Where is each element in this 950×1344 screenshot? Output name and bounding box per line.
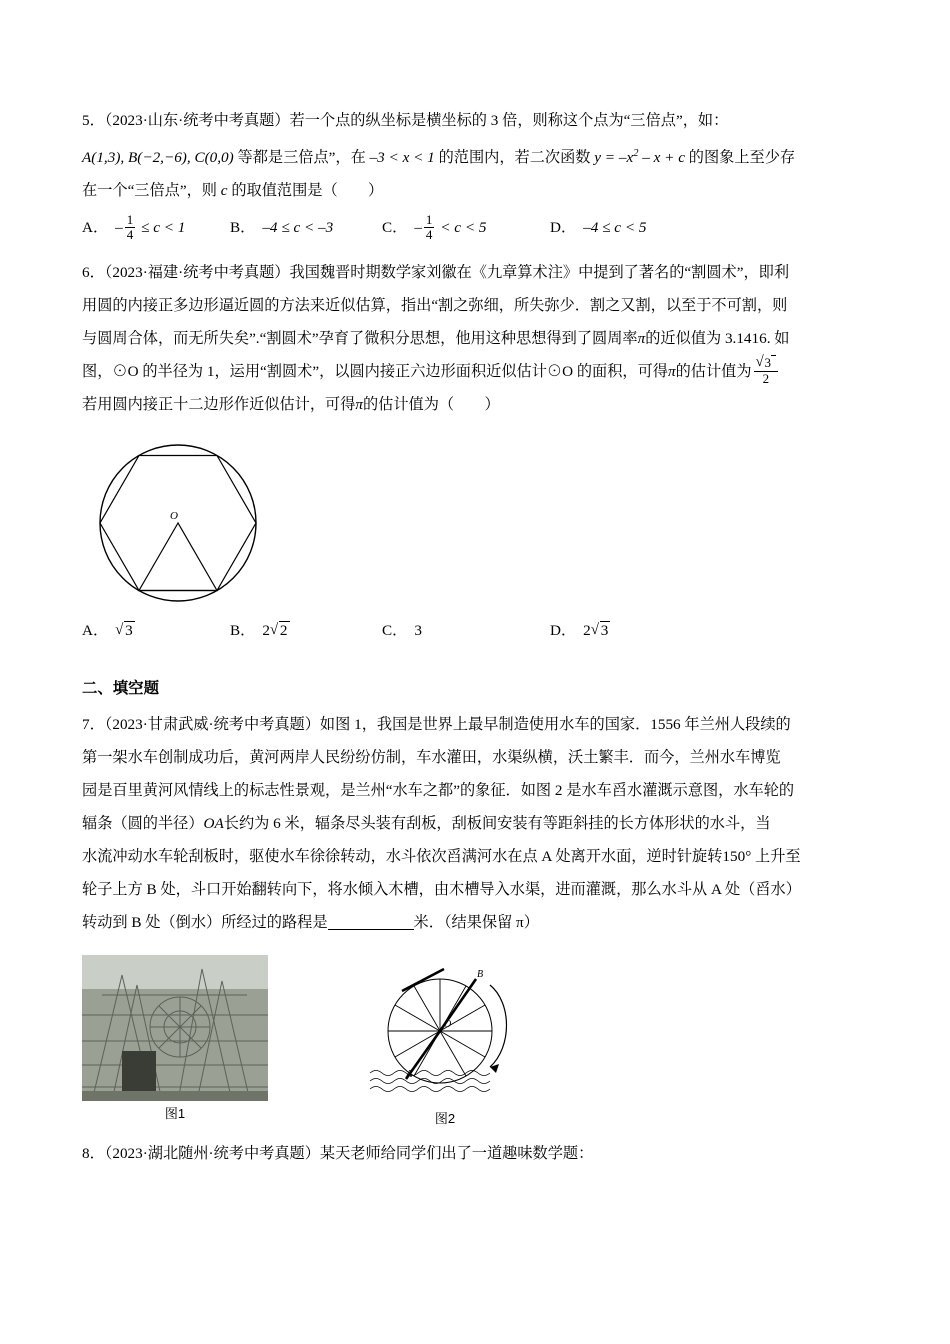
figure-label-O: O bbox=[170, 509, 178, 522]
question-6-line-5c: 的估计值为（ ） bbox=[362, 395, 500, 413]
question-8-number: 8 bbox=[82, 1144, 90, 1162]
option-c-text: – $\frac{1}{4}$ < c < 5 bbox=[414, 211, 487, 243]
section-heading-fill-in-blank: 二、填空题 bbox=[82, 679, 159, 697]
pi-symbol-3: π bbox=[355, 395, 363, 413]
question-7-line-7a: 转动到 B 处（倒水）所经过的路程是 bbox=[82, 913, 328, 931]
question-6-body-1: 我国魏晋时期数学家刘徽在《九章算术注》中提到了著名的“割圆术”，即利 bbox=[289, 263, 790, 281]
diagram-label-O: O bbox=[444, 1018, 452, 1030]
pi-symbol-1: π bbox=[637, 329, 646, 347]
question-6-line-3 bbox=[82, 322, 868, 355]
question-7-body-1: 如图 1，我国是世界上最早制造使用水车的国家．1556 年兰州人段续的 bbox=[319, 715, 791, 733]
question-6-option-d[interactable] bbox=[550, 616, 610, 646]
question-7-line-4c: 长约为 6 米，辐条尽头装有刮板，刮板间安装有等距斜挂的长方体形状的水斗，当 bbox=[223, 814, 771, 832]
question-7-line-3: 园是百里黄河风情线上的标志性景观，是兰州“水车之都”的象征．如图 2 是水车舀水灌溉示意图，水车轮的 bbox=[82, 781, 795, 799]
question-6-source: （2023·福建·统考中考真题） bbox=[104, 263, 290, 281]
question-6-number: 6 bbox=[82, 263, 90, 281]
question-5-option-a[interactable] bbox=[82, 213, 230, 244]
question-5-option-d[interactable] bbox=[550, 213, 646, 244]
question-7 bbox=[82, 708, 868, 1127]
question-5-source: （2023·山东·统考中考真题） bbox=[104, 112, 290, 129]
question-6-line-3a: 与圆周合体，而无所失矣”.“割圆术”孕育了微积分思想，他用这种思想得到了圆周率 bbox=[82, 329, 638, 347]
question-6-line-3c: 的近似值为 3.1416. 如 bbox=[645, 329, 790, 347]
question-5-body-2: 等都是三倍点”，在 –3 < x < 1 的范围内，若二次函数 $y = -x^2 - x + c$ 的图象上至少存 bbox=[237, 148, 796, 167]
q6-option-a-text: √ 3 bbox=[115, 616, 135, 646]
question-6-line-2: 用圆的内接正多边形逼近圆的方法来近似估算，指出“割之弥细，所失弥少．割之又割，以至于不可割，则 bbox=[82, 296, 788, 314]
question-6 bbox=[82, 256, 868, 646]
question-5-body-3: 在一个“三倍点”，则 c 的取值范围是（ ） bbox=[82, 182, 384, 200]
q6-option-d-text: 2 √ 3 bbox=[583, 616, 610, 646]
question-6-options bbox=[82, 616, 868, 646]
question-5 bbox=[82, 104, 868, 244]
segment-OA: OA bbox=[203, 814, 224, 832]
question-5-option-c[interactable] bbox=[382, 213, 550, 244]
question-6-option-b[interactable] bbox=[230, 616, 382, 646]
question-6-option-c[interactable] bbox=[382, 616, 550, 646]
pi-symbol-2: π bbox=[667, 362, 676, 380]
three-root-three-over-two: √ $\frac{3}{2}$ bbox=[754, 355, 779, 386]
waterwheel-photo-svg bbox=[82, 955, 268, 1101]
question-6-line-1 bbox=[82, 256, 868, 289]
question-7-line-5: 水流冲动水车轮刮板时，驱使水车徐徐转动，水斗依次舀满河水在点 A 处离开水面，逆时针旋转150° 上升至 bbox=[82, 847, 801, 865]
question-5-line-1 bbox=[82, 104, 868, 137]
waterwheel-photo bbox=[82, 955, 268, 1101]
question-6-line-5a: 若用圆内接正十二边形作近似估计，可得 bbox=[82, 395, 356, 413]
q6-option-d-label: D． bbox=[550, 621, 577, 639]
question-5-body-1: 若一个点的纵坐标是横坐标的 3 倍，则称这个点为“三倍点”，如： bbox=[289, 112, 729, 129]
diagram-label-A: A bbox=[406, 1068, 413, 1080]
question-8-body-1: 某天老师给同学们出了一道趣味数学题： bbox=[319, 1144, 594, 1162]
option-b-text: –4 ≤ c < –3 bbox=[262, 219, 334, 237]
question-5-line-3 bbox=[82, 174, 868, 207]
question-8-source: （2023·湖北随州·统考中考真题） bbox=[104, 1144, 320, 1162]
figure-1-block bbox=[82, 955, 268, 1122]
question-6-line-5 bbox=[82, 388, 868, 421]
question-7-line-6: 轮子上方 B 处，斗口开始翻转向下，将水倾入木槽，由木槽导入水渠，进而灌溉，那么水斗从 A 处（舀水） bbox=[82, 880, 801, 898]
question-6-figure-wrap bbox=[82, 435, 868, 610]
question-5-number: 5 bbox=[82, 112, 90, 129]
question-8-dot: ． bbox=[89, 1144, 105, 1162]
figure-2-caption: 图2 bbox=[434, 1110, 456, 1126]
question-5-options bbox=[82, 213, 868, 244]
question-5-line-2 bbox=[82, 137, 868, 174]
question-6-option-a[interactable] bbox=[82, 616, 230, 646]
question-6-dot: ． bbox=[89, 263, 105, 281]
question-7-line-2: 第一架水车创制成功后，黄河两岸人民纷纷仿制，车水灌田，水渠纵横，沃土繁丰．而今，兰州水车博览 bbox=[82, 748, 781, 766]
question-7-line-4 bbox=[82, 807, 868, 840]
circle-hexagon-figure bbox=[82, 435, 302, 610]
option-d-label: D． bbox=[550, 219, 577, 237]
option-a-label: A． bbox=[82, 219, 109, 237]
question-7-dot: ． bbox=[89, 715, 105, 733]
question-5-dot: ． bbox=[89, 112, 105, 129]
question-5-points: A(1,3), B(−2,−6), C(0,0) bbox=[82, 149, 234, 167]
question-7-line-7b: 米．（结果保留 π） bbox=[413, 913, 539, 931]
option-d-text: –4 ≤ c < 5 bbox=[583, 219, 647, 237]
question-6-line-4 bbox=[82, 355, 868, 388]
q6-option-c-text: 3 bbox=[414, 621, 422, 639]
q6-option-b-label: B． bbox=[230, 621, 256, 639]
q6-option-b-text: 2 √ 2 bbox=[262, 616, 289, 646]
option-a-text: – $\frac{1}{4}$ ≤ c < 1 bbox=[115, 211, 186, 243]
question-6-line-4a: 图，⊙O 的半径为 1，运用“割圆术”，以圆内接正六边形面积近似估计⊙O 的面积，可得 bbox=[82, 362, 668, 380]
waterwheel-diagram bbox=[340, 955, 550, 1101]
question-7-figures bbox=[82, 955, 868, 1127]
question-8-line-1 bbox=[82, 1137, 868, 1170]
option-b-label: B． bbox=[230, 219, 256, 237]
question-7-source: （2023·甘肃武威·统考中考真题） bbox=[104, 715, 320, 733]
question-8 bbox=[82, 1137, 868, 1170]
q6-option-a-label: A． bbox=[82, 621, 109, 639]
question-7-number: 7 bbox=[82, 715, 90, 733]
question-5-option-b[interactable] bbox=[230, 213, 382, 244]
figure-1-caption: 图1 bbox=[164, 1105, 186, 1121]
option-c-label: C． bbox=[382, 219, 408, 237]
question-7-line-7 bbox=[82, 906, 868, 939]
answer-blank[interactable] bbox=[328, 914, 414, 930]
diagram-label-B: B bbox=[477, 968, 484, 980]
figure-2-block bbox=[340, 955, 550, 1127]
question-6-line-4c: 的估计值为 bbox=[675, 362, 752, 380]
question-7-line-1 bbox=[82, 708, 868, 741]
page-content bbox=[82, 0, 868, 1170]
question-7-line-4a: 辐条（圆的半径） bbox=[82, 814, 204, 832]
q6-option-c-label: C． bbox=[382, 621, 408, 639]
